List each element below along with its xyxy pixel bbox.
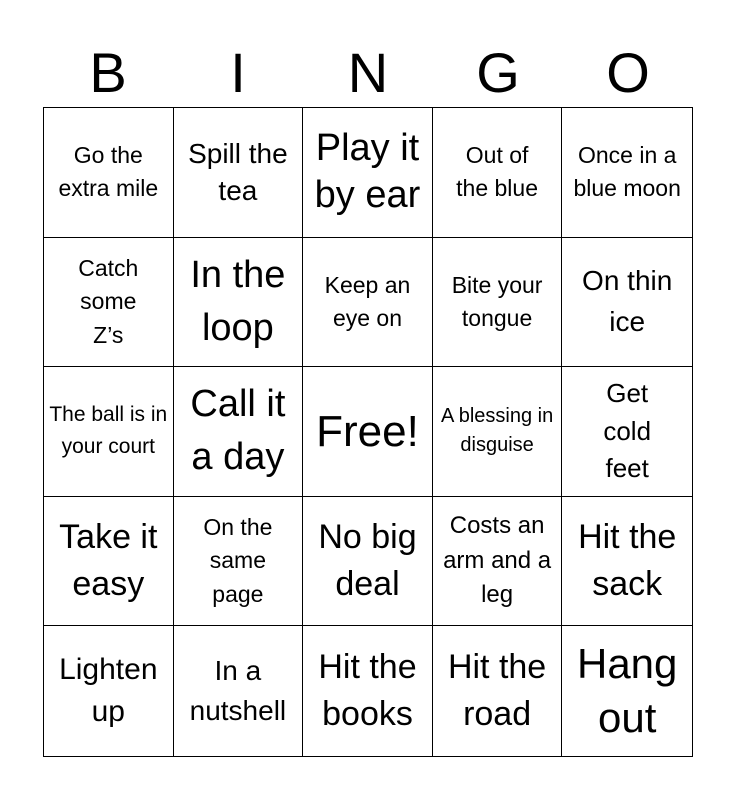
cell-text: Hit the books — [318, 647, 417, 734]
bingo-cell[interactable] — [433, 238, 563, 368]
bingo-cell[interactable] — [174, 238, 304, 368]
bingo-cell[interactable] — [562, 626, 692, 756]
bingo-cell[interactable] — [303, 626, 433, 756]
cell-text: Out of the blue — [456, 141, 539, 202]
cell-text: Bite your tongue — [451, 271, 543, 331]
bingo-board — [43, 107, 693, 757]
bingo-cell[interactable] — [433, 108, 563, 238]
bingo-cell[interactable] — [562, 367, 692, 497]
bingo-header — [43, 40, 693, 106]
cell-text: Catch some Z’s — [78, 254, 139, 348]
bingo-cell[interactable] — [303, 238, 433, 368]
cell-text: Go the extra mile — [58, 141, 159, 202]
cell-text: Take it easy — [59, 517, 158, 604]
cell-text: The ball is in your court — [49, 402, 168, 459]
cell-text: On thin ice — [582, 265, 673, 337]
cell-text: Hit the road — [447, 647, 547, 734]
bingo-cell[interactable] — [433, 367, 563, 497]
bingo-cell[interactable] — [174, 367, 304, 497]
bingo-cell[interactable] — [174, 497, 304, 627]
free-space-cell[interactable] — [303, 367, 433, 497]
cell-text: Free! — [316, 406, 419, 456]
header-letter-n: N — [347, 41, 389, 104]
cell-text: Costs an arm and a leg — [443, 511, 552, 609]
cell-text: Get cold feet — [603, 377, 652, 484]
bingo-cell[interactable] — [303, 497, 433, 627]
bingo-cell[interactable] — [174, 108, 304, 238]
bingo-cell[interactable] — [174, 626, 304, 756]
bingo-cell[interactable] — [44, 367, 174, 497]
cell-text: In the loop — [190, 253, 286, 349]
bingo-cell[interactable] — [44, 108, 174, 238]
bingo-cell[interactable] — [44, 238, 174, 368]
cell-text: Hit the sack — [578, 517, 677, 604]
cell-text: No big deal — [318, 517, 417, 604]
bingo-cell[interactable] — [303, 108, 433, 238]
cell-text: On the same page — [203, 514, 273, 607]
cell-text: Once in a blue moon — [573, 141, 681, 202]
header-letter-b: B — [89, 41, 127, 104]
cell-text: Keep an eye on — [324, 271, 411, 331]
header-letter-i: I — [230, 41, 246, 104]
bingo-cell[interactable] — [44, 626, 174, 756]
bingo-cell[interactable] — [44, 497, 174, 627]
cell-text: Lighten up — [59, 653, 158, 729]
cell-text: Call it a day — [190, 383, 286, 479]
header-letter-o: O — [606, 41, 650, 104]
bingo-cell[interactable] — [433, 497, 563, 627]
cell-text: Hang out — [576, 639, 678, 742]
cell-text: Spill the tea — [188, 137, 288, 207]
bingo-cell[interactable] — [562, 108, 692, 238]
cell-text: A blessing in disguise — [440, 405, 554, 457]
cell-text: In a nutshell — [189, 654, 287, 727]
header-letter-g: G — [476, 41, 520, 104]
bingo-cell[interactable] — [562, 238, 692, 368]
bingo-cell[interactable] — [562, 497, 692, 627]
bingo-cell[interactable] — [433, 626, 563, 756]
cell-text: Play it by ear — [314, 126, 421, 217]
